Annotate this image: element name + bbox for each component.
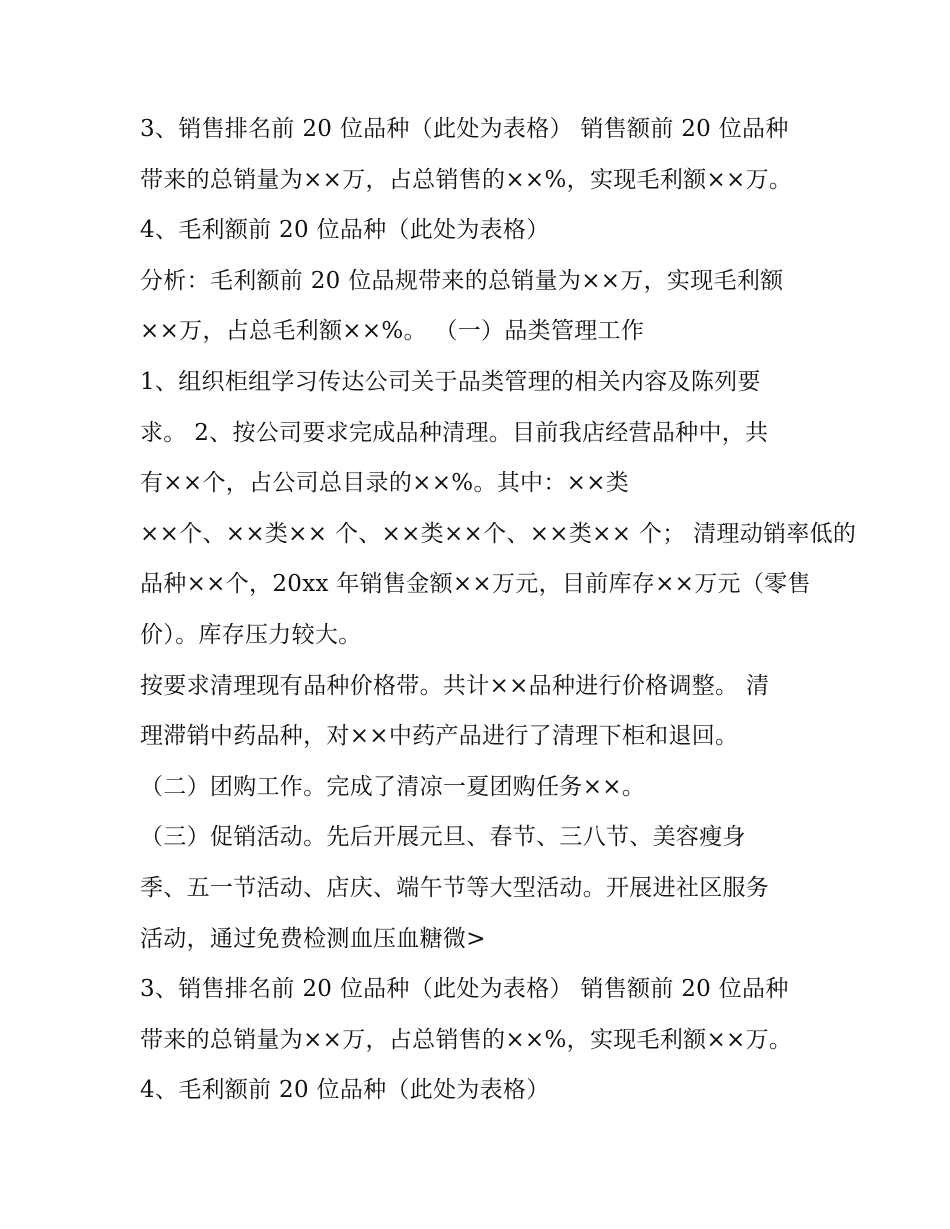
text-line: 价）。库存压力较大。 (140, 621, 362, 648)
text-line: （二）团购工作。完成了清凉一夏团购任务××。 (140, 773, 646, 800)
text-line: 带来的总销量为××万，占总销售的××%，实现毛利额××万。 (140, 1026, 793, 1053)
text-line: 理滞销中药品种，对××中药产品进行了清理下柜和退回。 (140, 723, 739, 750)
text-line: 求。 2、按公司要求完成品种清理。目前我店经营品种中，共 (140, 419, 769, 446)
text-line: 3、销售排名前 20 位品种（此处为表格） 销售额前 20 位品种 (140, 116, 789, 142)
text-line: 分析：毛利额前 20 位品规带来的总销量为××万，实现毛利额 (140, 267, 784, 294)
text-line: 按要求清理现有品种价格带。共计××品种进行价格调整。 清 (140, 672, 770, 699)
text-line: 4、毛利额前 20 位品种（此处为表格） (140, 217, 550, 244)
text-line: 1、组织柜组学习传达公司关于品类管理的相关内容及陈列要 (140, 368, 761, 395)
text-line: （三）促销活动。先后开展元旦、春节、三八节、美容瘦身 (140, 824, 746, 851)
text-line: ××万，占总毛利额××%。 （一）品类管理工作 (140, 318, 645, 345)
text-line: ××个、××类×× 个、××类××个、××类×× 个； 清理动销率低的 (140, 520, 857, 547)
text-line: 3、销售排名前 20 位品种（此处为表格） 销售额前 20 位品种 (140, 976, 789, 1003)
text-line: 4、毛利额前 20 位品种（此处为表格） (140, 1077, 550, 1104)
text-line: 有××个，占公司总目录的××%。其中：××类 (140, 470, 630, 497)
document-body (140, 104, 857, 1116)
text-line: 带来的总销量为××万，占总销售的××%，实现毛利额××万。 (140, 166, 793, 193)
text-line: 品种××个，20xx 年销售金额××万元，目前库存××万元（零售 (140, 571, 811, 598)
text-line: 季、五一节活动、店庆、端午节等大型活动。开展进社区服务 (140, 874, 770, 901)
text-line: 活动，通过免费检测血压血糖微> (140, 925, 486, 952)
